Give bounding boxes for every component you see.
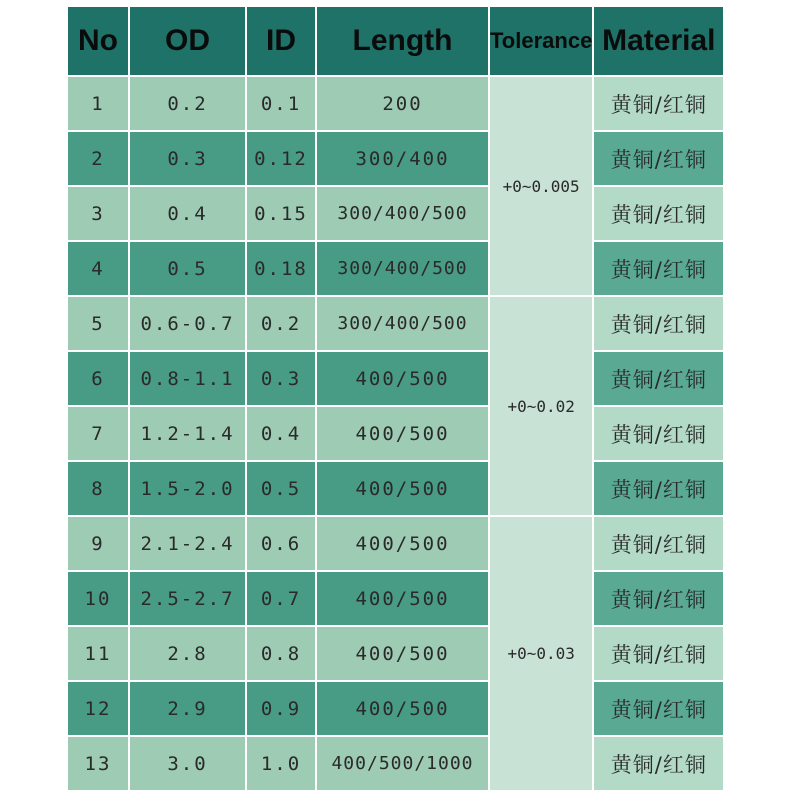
cell-material: 黄铜/红铜 bbox=[594, 297, 723, 350]
cell-material: 黄铜/红铜 bbox=[594, 352, 723, 405]
cell-id: 0.8 bbox=[247, 627, 315, 680]
cell-od: 0.2 bbox=[130, 77, 245, 130]
cell-id: 0.1 bbox=[247, 77, 315, 130]
table-row bbox=[68, 517, 723, 570]
cell-length: 400/500 bbox=[317, 352, 488, 405]
cell-no: 6 bbox=[68, 352, 128, 405]
table-row bbox=[68, 352, 723, 405]
cell-no: 9 bbox=[68, 517, 128, 570]
cell-od: 0.5 bbox=[130, 242, 245, 295]
cell-length: 400/500 bbox=[317, 572, 488, 625]
cell-id: 0.2 bbox=[247, 297, 315, 350]
cell-length: 300/400 bbox=[317, 132, 488, 185]
spec-table bbox=[66, 5, 725, 792]
cell-length: 400/500 bbox=[317, 682, 488, 735]
cell-od: 2.9 bbox=[130, 682, 245, 735]
cell-no: 11 bbox=[68, 627, 128, 680]
cell-no: 1 bbox=[68, 77, 128, 130]
cell-material: 黄铜/红铜 bbox=[594, 627, 723, 680]
cell-material: 黄铜/红铜 bbox=[594, 407, 723, 460]
cell-tolerance: +0~0.03 bbox=[490, 517, 592, 790]
table-row bbox=[68, 187, 723, 240]
table-row bbox=[68, 682, 723, 735]
cell-od: 0.6-0.7 bbox=[130, 297, 245, 350]
cell-id: 0.4 bbox=[247, 407, 315, 460]
cell-no: 5 bbox=[68, 297, 128, 350]
cell-material: 黄铜/红铜 bbox=[594, 572, 723, 625]
cell-od: 0.3 bbox=[130, 132, 245, 185]
cell-id: 0.3 bbox=[247, 352, 315, 405]
cell-no: 3 bbox=[68, 187, 128, 240]
table-row bbox=[68, 572, 723, 625]
cell-od: 3.0 bbox=[130, 737, 245, 790]
cell-length: 300/400/500 bbox=[317, 297, 488, 350]
cell-no: 7 bbox=[68, 407, 128, 460]
cell-id: 0.5 bbox=[247, 462, 315, 515]
cell-material: 黄铜/红铜 bbox=[594, 517, 723, 570]
table-row bbox=[68, 297, 723, 350]
cell-od: 1.5-2.0 bbox=[130, 462, 245, 515]
cell-od: 1.2-1.4 bbox=[130, 407, 245, 460]
cell-id: 0.9 bbox=[247, 682, 315, 735]
cell-id: 1.0 bbox=[247, 737, 315, 790]
cell-od: 0.8-1.1 bbox=[130, 352, 245, 405]
cell-length: 400/500 bbox=[317, 407, 488, 460]
cell-no: 12 bbox=[68, 682, 128, 735]
cell-id: 0.7 bbox=[247, 572, 315, 625]
header-id: ID bbox=[247, 7, 315, 75]
cell-id: 0.15 bbox=[247, 187, 315, 240]
cell-length: 400/500 bbox=[317, 627, 488, 680]
cell-material: 黄铜/红铜 bbox=[594, 187, 723, 240]
table-row bbox=[68, 242, 723, 295]
cell-material: 黄铜/红铜 bbox=[594, 737, 723, 790]
cell-length: 300/400/500 bbox=[317, 242, 488, 295]
cell-id: 0.12 bbox=[247, 132, 315, 185]
cell-material: 黄铜/红铜 bbox=[594, 132, 723, 185]
cell-od: 2.1-2.4 bbox=[130, 517, 245, 570]
table-row bbox=[68, 737, 723, 790]
table-row bbox=[68, 77, 723, 130]
header-no: No bbox=[68, 7, 128, 75]
cell-od: 0.4 bbox=[130, 187, 245, 240]
table-row bbox=[68, 407, 723, 460]
header-od: OD bbox=[130, 7, 245, 75]
cell-length: 400/500 bbox=[317, 462, 488, 515]
cell-material: 黄铜/红铜 bbox=[594, 462, 723, 515]
header-length: Length bbox=[317, 7, 488, 75]
cell-material: 黄铜/红铜 bbox=[594, 682, 723, 735]
cell-id: 0.18 bbox=[247, 242, 315, 295]
header-material: Material bbox=[594, 7, 723, 75]
cell-length: 400/500/1000 bbox=[317, 737, 488, 790]
cell-no: 4 bbox=[68, 242, 128, 295]
cell-material: 黄铜/红铜 bbox=[594, 77, 723, 130]
cell-length: 300/400/500 bbox=[317, 187, 488, 240]
cell-length: 200 bbox=[317, 77, 488, 130]
table-row bbox=[68, 462, 723, 515]
table-row bbox=[68, 132, 723, 185]
cell-id: 0.6 bbox=[247, 517, 315, 570]
header-row bbox=[68, 7, 723, 75]
cell-no: 8 bbox=[68, 462, 128, 515]
cell-tolerance: +0~0.02 bbox=[490, 297, 592, 515]
cell-od: 2.5-2.7 bbox=[130, 572, 245, 625]
header-tolerance: Tolerance bbox=[490, 7, 592, 75]
cell-no: 10 bbox=[68, 572, 128, 625]
table-row bbox=[68, 627, 723, 680]
cell-no: 2 bbox=[68, 132, 128, 185]
cell-material: 黄铜/红铜 bbox=[594, 242, 723, 295]
cell-tolerance: +0~0.005 bbox=[490, 77, 592, 295]
cell-length: 400/500 bbox=[317, 517, 488, 570]
cell-od: 2.8 bbox=[130, 627, 245, 680]
cell-no: 13 bbox=[68, 737, 128, 790]
